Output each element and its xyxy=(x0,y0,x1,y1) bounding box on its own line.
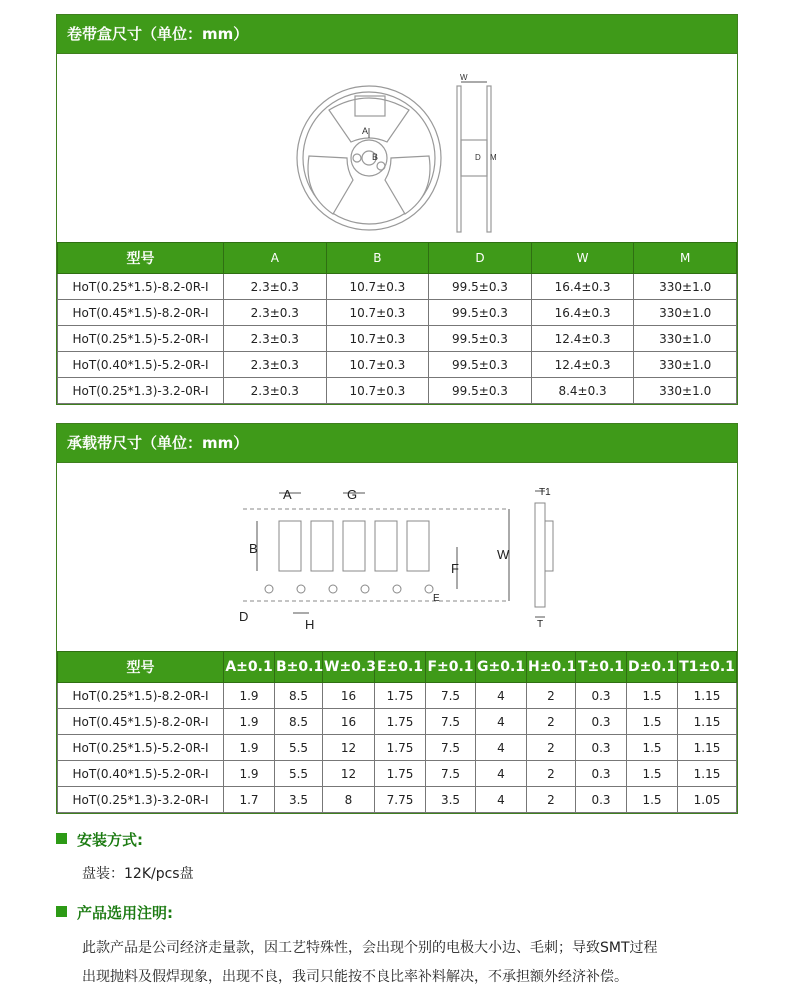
tape-pocket xyxy=(375,521,397,571)
sprocket-hole xyxy=(265,585,273,593)
col-header: E±0.1 xyxy=(375,652,426,683)
table-cell: 1.15 xyxy=(678,735,737,761)
table-cell: 1.9 xyxy=(224,735,275,761)
col-header: D±0.1 xyxy=(627,652,678,683)
table-cell: 1.75 xyxy=(375,683,426,709)
table-cell: 2.3±0.3 xyxy=(224,352,327,378)
table-cell: 4 xyxy=(476,683,527,709)
table-cell: 330±1.0 xyxy=(634,300,737,326)
table-cell: HoT(0.25*1.5)-8.2-0R-I xyxy=(58,683,224,709)
col-header: B±0.1 xyxy=(275,652,323,683)
table-cell: 99.5±0.3 xyxy=(429,378,532,404)
table-cell: 7.5 xyxy=(426,683,476,709)
table-cell: 1.7 xyxy=(224,787,275,813)
table-cell: 1.75 xyxy=(375,761,426,787)
table-row xyxy=(58,352,737,378)
col-header: W±0.3 xyxy=(323,652,375,683)
table-row xyxy=(58,378,737,404)
table-cell: 1.5 xyxy=(627,709,678,735)
table-cell: 0.3 xyxy=(576,709,627,735)
sprocket-hole xyxy=(425,585,433,593)
col-header: T1±0.1 xyxy=(678,652,737,683)
tape-label-b: B xyxy=(249,541,258,556)
table-cell: 1.9 xyxy=(224,709,275,735)
tape-drawing xyxy=(57,463,737,651)
table-cell: 1.9 xyxy=(224,683,275,709)
table-cell: 1.15 xyxy=(678,709,737,735)
reel-label-b: B xyxy=(372,152,379,162)
tape-section-title: 承载带尺寸（单位：mm） xyxy=(57,424,737,462)
table-cell: 2.3±0.3 xyxy=(224,300,327,326)
sprocket-hole xyxy=(361,585,369,593)
tape-label-h: H xyxy=(305,617,315,632)
reel-section-title: 卷带盒尺寸（单位：mm） xyxy=(57,15,737,53)
tape-table xyxy=(57,651,737,813)
table-cell: 4 xyxy=(476,761,527,787)
table-cell: 7.5 xyxy=(426,709,476,735)
tape-label-a: A xyxy=(283,487,292,502)
sprocket-hole xyxy=(297,585,305,593)
table-cell: 2 xyxy=(527,709,576,735)
table-cell: 1.75 xyxy=(375,709,426,735)
table-cell: 7.5 xyxy=(426,761,476,787)
table-cell: 3.5 xyxy=(275,787,323,813)
table-row xyxy=(58,787,737,813)
table-cell: 1.5 xyxy=(627,761,678,787)
table-row xyxy=(58,683,737,709)
table-cell: 1.5 xyxy=(627,787,678,813)
table-cell: 2 xyxy=(527,787,576,813)
col-header: F±0.1 xyxy=(426,652,476,683)
table-row xyxy=(58,300,737,326)
tape-side-view xyxy=(535,503,545,607)
table-cell: 1.15 xyxy=(678,683,737,709)
col-header: 型号 xyxy=(58,243,224,274)
table-cell: 0.3 xyxy=(576,683,627,709)
table-cell: 2.3±0.3 xyxy=(224,378,327,404)
table-cell: 8.4±0.3 xyxy=(531,378,634,404)
tape-label-d: D xyxy=(239,609,249,624)
reel-label-a: A xyxy=(362,126,369,136)
table-cell: 7.5 xyxy=(426,735,476,761)
tape-label-w: W xyxy=(497,547,510,562)
table-cell: 10.7±0.3 xyxy=(326,378,429,404)
table-cell: 16 xyxy=(323,683,375,709)
table-cell: HoT(0.40*1.5)-5.2-0R-I xyxy=(58,352,224,378)
table-row xyxy=(58,735,737,761)
table-cell: 1.75 xyxy=(375,735,426,761)
table-cell: 10.7±0.3 xyxy=(326,274,429,300)
col-header: 型号 xyxy=(58,652,224,683)
reel-panel xyxy=(56,14,738,405)
reel-hub xyxy=(351,140,387,176)
tape-pocket xyxy=(311,521,333,571)
table-cell: 12.4±0.3 xyxy=(531,352,634,378)
notes-line-1: 此款产品是公司经济走量款，因工艺特殊性，会出现个别的电极大小边、毛刺；导致SMT过程 xyxy=(82,940,658,956)
table-cell: 330±1.0 xyxy=(634,352,737,378)
table-cell: HoT(0.25*1.3)-3.2-0R-I xyxy=(58,378,224,404)
table-cell: 4 xyxy=(476,735,527,761)
table-cell: 16.4±0.3 xyxy=(531,300,634,326)
table-cell: 2 xyxy=(527,735,576,761)
notes-section-title xyxy=(56,902,173,923)
table-cell: HoT(0.25*1.3)-3.2-0R-I xyxy=(58,787,224,813)
table-cell: HoT(0.25*1.5)-5.2-0R-I xyxy=(58,326,224,352)
table-cell: 12 xyxy=(323,735,375,761)
table-row xyxy=(58,761,737,787)
square-bullet-icon xyxy=(56,833,67,844)
table-cell: 99.5±0.3 xyxy=(429,352,532,378)
table-cell: 330±1.0 xyxy=(634,274,737,300)
table-cell: 330±1.0 xyxy=(634,326,737,352)
table-cell: 1.9 xyxy=(224,761,275,787)
reel-table xyxy=(57,242,737,404)
table-cell: 1.5 xyxy=(627,735,678,761)
col-header: D xyxy=(429,243,532,274)
table-cell: 16 xyxy=(323,709,375,735)
table-cell: 5.5 xyxy=(275,735,323,761)
tape-label-f: F xyxy=(451,561,459,576)
table-cell: 1.05 xyxy=(678,787,737,813)
table-cell: 8.5 xyxy=(275,683,323,709)
table-row xyxy=(58,326,737,352)
col-header: A±0.1 xyxy=(224,652,275,683)
notes-title-text: 产品选用注明: xyxy=(77,904,173,922)
packing-title-text: 安装方式: xyxy=(77,831,143,849)
col-header: B xyxy=(326,243,429,274)
reel-diagram xyxy=(57,53,737,242)
table-cell: HoT(0.45*1.5)-8.2-0R-I xyxy=(58,300,224,326)
table-cell: HoT(0.25*1.5)-5.2-0R-I xyxy=(58,735,224,761)
table-cell: 12 xyxy=(323,761,375,787)
tape-pocket xyxy=(343,521,365,571)
tape-label-e: E xyxy=(433,593,440,604)
col-header: H±0.1 xyxy=(527,652,576,683)
tape-pocket xyxy=(279,521,301,571)
table-cell: 12.4±0.3 xyxy=(531,326,634,352)
packing-section-title xyxy=(56,829,143,850)
table-cell: 10.7±0.3 xyxy=(326,300,429,326)
table-cell: 8.5 xyxy=(275,709,323,735)
table-cell: 1.15 xyxy=(678,761,737,787)
col-header: A xyxy=(224,243,327,274)
table-cell: 99.5±0.3 xyxy=(429,300,532,326)
table-cell: 330±1.0 xyxy=(634,378,737,404)
col-header: T±0.1 xyxy=(576,652,627,683)
col-header: M xyxy=(634,243,737,274)
table-cell: 2.3±0.3 xyxy=(224,326,327,352)
table-cell: 3.5 xyxy=(426,787,476,813)
reel-label-d: D xyxy=(475,153,481,162)
col-header: G±0.1 xyxy=(476,652,527,683)
table-cell: 0.3 xyxy=(576,761,627,787)
reel-label-w: W xyxy=(460,73,468,82)
reel-table-header xyxy=(58,243,737,274)
table-cell: 2 xyxy=(527,761,576,787)
packing-text: 盘装：12K/pcs盘 xyxy=(82,866,194,882)
table-cell: HoT(0.40*1.5)-5.2-0R-I xyxy=(58,761,224,787)
sprocket-hole xyxy=(329,585,337,593)
table-cell: 4 xyxy=(476,787,527,813)
table-cell: 8 xyxy=(323,787,375,813)
reel-label-m: M xyxy=(490,153,497,162)
notes-line-2: 出现抛料及假焊现象，出现不良，我司只能按不良比率补料解决，不承担额外经济补偿。 xyxy=(82,969,628,985)
table-cell: 99.5±0.3 xyxy=(429,274,532,300)
reel-drawing xyxy=(57,54,737,242)
table-cell: 10.7±0.3 xyxy=(326,352,429,378)
table-cell: 1.5 xyxy=(627,683,678,709)
tape-label-t1: T1 xyxy=(539,487,551,498)
table-row xyxy=(58,709,737,735)
table-cell: 10.7±0.3 xyxy=(326,326,429,352)
table-cell: 2 xyxy=(527,683,576,709)
table-cell: 4 xyxy=(476,709,527,735)
tape-pocket xyxy=(407,521,429,571)
tape-panel xyxy=(56,423,738,814)
square-bullet-icon xyxy=(56,906,67,917)
table-cell: 99.5±0.3 xyxy=(429,326,532,352)
tape-label-g: G xyxy=(347,487,358,502)
table-cell: 7.75 xyxy=(375,787,426,813)
sprocket-hole xyxy=(393,585,401,593)
table-cell: 5.5 xyxy=(275,761,323,787)
tape-diagram xyxy=(57,462,737,651)
col-header: W xyxy=(531,243,634,274)
table-cell: HoT(0.25*1.5)-8.2-0R-I xyxy=(58,274,224,300)
table-cell: 0.3 xyxy=(576,787,627,813)
table-cell: 2.3±0.3 xyxy=(224,274,327,300)
tape-label-t: T xyxy=(537,619,544,630)
table-row xyxy=(58,274,737,300)
tape-table-header xyxy=(58,652,737,683)
table-cell: 0.3 xyxy=(576,735,627,761)
table-cell: 16.4±0.3 xyxy=(531,274,634,300)
reel-side-flange-left xyxy=(457,86,461,232)
table-cell: HoT(0.45*1.5)-8.2-0R-I xyxy=(58,709,224,735)
